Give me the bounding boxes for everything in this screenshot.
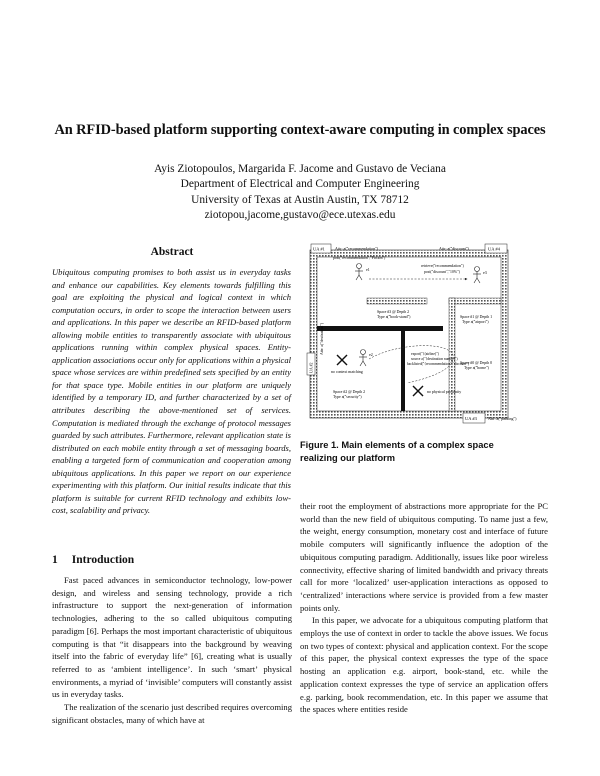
no-context-matching: no context matching	[331, 370, 363, 374]
inner-wall-horizontal	[317, 326, 443, 331]
message-2: source a("{destination number")	[411, 357, 458, 361]
ua-2-attr: Attr: a("destination")	[320, 322, 324, 355]
figure-caption: Figure 1. Main elements of a complex space realizing our platform	[300, 440, 494, 463]
paper-title: An RFID-based platform supporting context-aware computing in complex spaces	[54, 122, 546, 138]
message-3: backlisted("{recommendation","discount")	[407, 362, 469, 366]
post-recommendation: post("recommendation","Fiction")	[333, 256, 386, 260]
attr-discount: Attr: a("discount")	[439, 246, 469, 251]
space-3-type: Type a("book-stand")	[377, 315, 411, 319]
inner-wall-vertical	[401, 331, 405, 411]
intro-paragraph-2: The realization of the scenario just described requires overcoming significant obstacles, many of which have at	[52, 702, 292, 725]
author-email: ziotopou,jacome,gustavo@ece.utexas.edu	[204, 208, 396, 221]
section-heading-introduction	[52, 554, 134, 566]
space-2-type: Type a("security")	[333, 395, 362, 399]
space-1-label: Space #1 @ Depth 1	[460, 315, 493, 319]
space-2-label: Space #2 @ Depth 2	[333, 390, 366, 394]
space-1-wall-top	[449, 298, 501, 304]
figure-diagram	[307, 243, 517, 429]
entity-e3-label: e3	[483, 270, 487, 275]
entity-e1-label: e1	[366, 267, 370, 272]
author-university: University of Texas at Austin Austin, TX 78712	[191, 193, 409, 206]
message-1: export("{(airline)")	[411, 352, 439, 356]
author-block	[0, 162, 600, 223]
ua-1-label: UA #1	[313, 246, 325, 252]
abstract-text: Ubiquitous computing promises to both assist us in everyday tasks and enhance our capabilities. Key elements towards fulfilling this goal are exploiting the physical and logical context in which computation occurs, in order to scope the interaction between users and applications. In this paper we describe an RFID-based platform allowing mobile entities to transparently associate with ubiquitous applications running within complex physical spaces. Entity-application associations occur only for applications within a physical space whose services are within predefined sets specified by an entity for that space type. Mobile entities in our platform are uniquely identified by a temporary ID, and further characterized by a set of attributes describing the above-mentioned set of services. Computation is mediated through the exchange of protocol messages guarded by such attributes. Furthermore, relevant application state is distributed on each mobile entity through a set of messaging boards, enabling a targeted form of communication and cooperation among ubiquitous applications. In this paper we report on our experience experimenting with this platform. Our initial results indicate that this platform is suitable for current RFID technology and exhibits low-cost, scalability and privacy.	[52, 267, 291, 516]
ua-1-attr: Attr: a("recommendation")	[335, 246, 379, 251]
intro-paragraph-1: Fast paced advances in semiconductor technology, low-power design, and wireless and sensing technology, provide a rich infrastructure to support the next-generation of information technologies, adhering to the so called ubiquitous computing paradigm [6]. Perhaps the most important characteristic of ubiquitous computing is that “it disappears into the background by weaving itself into the fabric of everyday life” [6], creating what is usually referred to as ‘ambient intelligence’. In such ‘smart’ physical environments, a myriad of ‘invisible’ computers will constantly assist us in everyday tasks.	[52, 575, 292, 700]
space-1-wall-left	[449, 298, 455, 411]
space-3-label: Space #3 @ Depth 2	[377, 310, 410, 314]
abstract-heading: Abstract	[150, 246, 194, 258]
retrieve-recommendation: retrieve("recommendation")	[421, 264, 464, 268]
intro-paragraph-4: In this paper, we advocate for a ubiquitous computing platform that employs the use of context in order to tackle the above issues. We focus on two types of context: physical and application context. For the scope of this paper, the physical context expresses the type of the space hosting an application e.g. airport, book-stand, etc. while the application context expresses the type of service an application offers e.g. parking, book recommendation, etc. In this paper we assume that the spaces where entities reside	[300, 615, 548, 715]
right-column-body	[300, 500, 548, 716]
left-column-body	[52, 574, 292, 726]
ua-2-label: UA #2	[308, 362, 314, 373]
space-3-wall	[367, 298, 427, 304]
author-names: Ayis Ziotopoulos, Margarida F. Jacome and Gustavo de Veciana	[154, 163, 446, 175]
intro-paragraph-3: their root the employment of abstractions more appropriate for the PC world than the new field of ubiquitous computing. To name just a few, the weight, energy consumption, monetary cost and interface of future mobile computers will significantly influence the adoption of the ubiquitous computing paradigm. Additionally, issues like poor wireless connectivity, effective sharing of limited bandwidth and privacy threats call for more ‘localized’ user-application interactions as opposed to ‘centralized’ interactions where service is provided from a few master points only.	[300, 501, 548, 613]
no-physical-proximity: no physical proximity	[427, 390, 462, 394]
space-0-label: Space #0 @ Depth 0	[460, 361, 493, 365]
space-0-interior	[317, 257, 501, 411]
post-discount: post("discount","10%")	[424, 270, 460, 274]
author-department: Department of Electrical and Computer Engineering	[180, 178, 420, 191]
ua-3-label: UA #3	[465, 416, 477, 421]
section-title: Introduction	[71, 554, 135, 566]
section-number: 1	[52, 554, 58, 566]
ua-4-label: UA #4	[488, 246, 500, 252]
space-0-type: Type a("home")	[464, 366, 489, 370]
entity-e2-label: e2	[369, 352, 373, 357]
space-1-type: Type a("airport")	[462, 320, 489, 324]
ua-3-attr: Attr: a("parking")	[488, 416, 517, 421]
